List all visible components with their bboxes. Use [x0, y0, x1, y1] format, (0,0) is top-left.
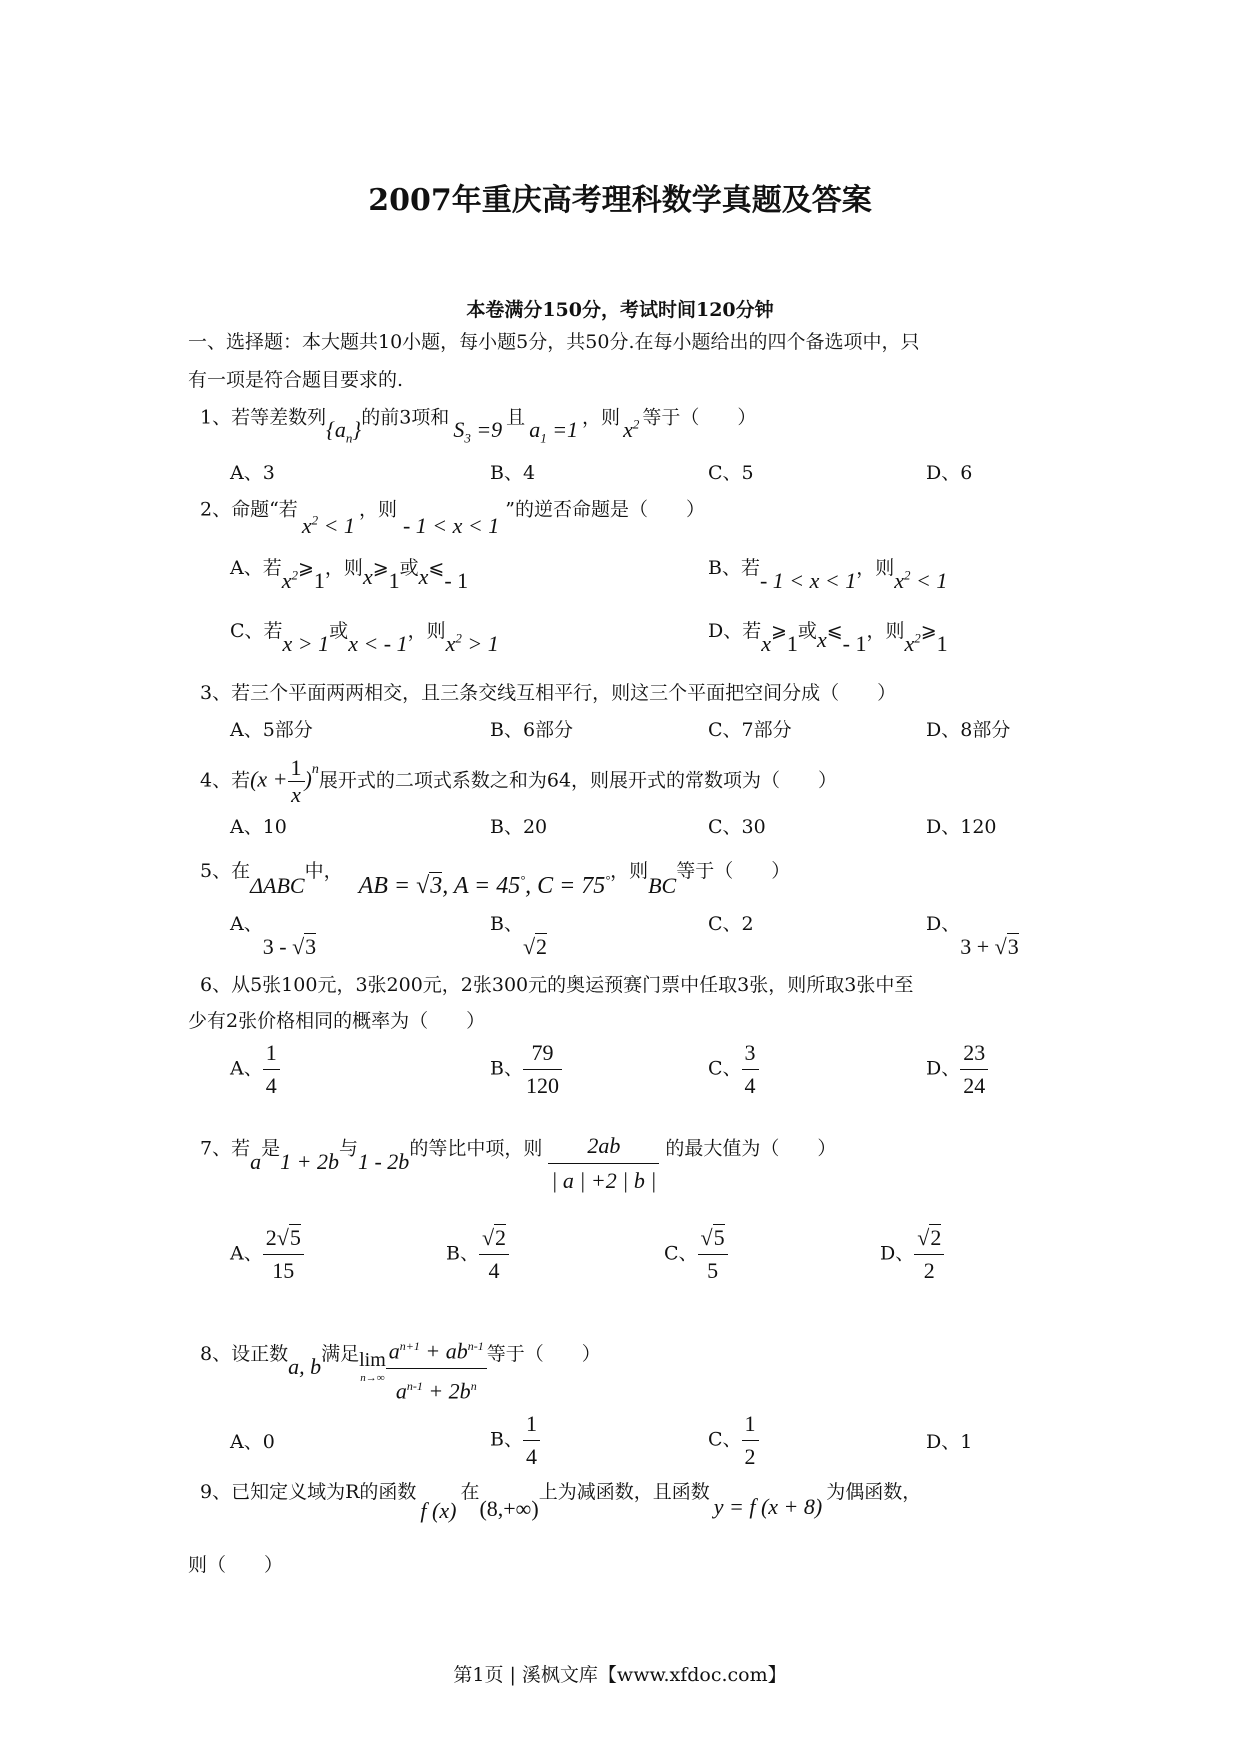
q1-text4: ，则 [582, 406, 621, 429]
q2b-cond: - 1 < x < 1 [759, 568, 857, 593]
q2-x-sup: 2 [311, 513, 319, 528]
q3-option-d: D、8部分 [926, 719, 1011, 741]
q2c-or: 或 [329, 620, 349, 642]
q1-text2: 的前3项和 [361, 406, 450, 429]
q8-num-a-exp: n+1 [399, 1339, 420, 1353]
q7d-frac [914, 1222, 944, 1287]
q4-text2: 展开式的二项式系数之和为64，则展开式的常数项为（ ） [318, 769, 838, 792]
q7-text4: 的等比中项，则 [409, 1137, 543, 1160]
q8b-label: B、 [490, 1428, 523, 1451]
q5a-rad: 3 [305, 934, 317, 959]
q5a-label: A、 [230, 913, 263, 935]
q9-yfx8: y = f (x + 8) [713, 1494, 823, 1519]
question-7 [200, 1115, 837, 1193]
q7a-label: A、 [230, 1242, 263, 1265]
q8-option-a: A、0 [230, 1431, 275, 1453]
q4-option-d: D、120 [926, 816, 997, 838]
q2d-pre: D、若 [708, 620, 762, 642]
q2a-neg1: - 1 [444, 568, 469, 593]
q7-1p2b: 1 + 2b [280, 1148, 339, 1174]
q8-num [386, 1329, 487, 1368]
q5-text2: 中， [304, 860, 343, 882]
q7d-num: √2 [917, 1225, 942, 1250]
q2-option-c [230, 616, 499, 656]
q1-option-a: A、3 [230, 462, 275, 484]
question-3: 3、若三个平面两两相交，且三条交线互相平行，则这三个平面把空间分成（ ） [200, 682, 897, 704]
q7a-coef: 2 [265, 1225, 277, 1250]
q2d-neg1: - 1 [842, 631, 867, 656]
q7c-frac [698, 1222, 728, 1287]
q9-fx: f (x) [420, 1498, 457, 1523]
q4-option-c: C、30 [708, 816, 766, 838]
q6d-num: 23 [963, 1040, 986, 1065]
q2a-one2: 1 [388, 568, 400, 593]
q2c-m1: x > 1 [282, 631, 330, 656]
page-footer: 第1页 | 溪枫文库【www.xfdoc.com】 [453, 1664, 787, 1686]
q5a-pre: 3 - [262, 934, 293, 959]
q1-option-c: C、5 [708, 462, 754, 484]
q4-paren-open: (x + [250, 766, 288, 792]
q1-text5: 等于（ ） [642, 406, 757, 429]
question-9-line2: 则（ ） [188, 1554, 284, 1576]
q2d-or: 或 [797, 620, 817, 642]
q6a-frac [263, 1037, 280, 1102]
q8-den-a: a [395, 1378, 407, 1404]
q7b-rad: 2 [495, 1225, 507, 1250]
q6a-label: A、 [230, 1057, 263, 1080]
q1-seq-sub: n [345, 430, 353, 446]
q4-paren-close: ) [304, 766, 312, 792]
q1-s: S [453, 417, 465, 443]
q2d-one2: 1 [936, 631, 948, 656]
q2a-x2 [282, 568, 298, 593]
q7a-rad: 5 [289, 1225, 301, 1250]
q8c-num: 1 [744, 1411, 756, 1436]
q1-s-sub: 3 [464, 430, 471, 446]
q5a-expr: 3 - √3 [262, 934, 317, 959]
q2b-x: x [894, 568, 905, 593]
q1-a-val: =1 [546, 417, 579, 443]
q1-a-sub: 1 [540, 430, 547, 446]
q2-option-a [230, 553, 469, 593]
q6-option-d [926, 1037, 988, 1102]
q7b-label: B、 [446, 1242, 479, 1265]
q2d-leq: ⩽ [826, 620, 843, 642]
q2a-geq: ⩾ [298, 557, 314, 579]
q8-lim [359, 1348, 386, 1387]
q8-den-a-exp: n-1 [406, 1379, 423, 1394]
q9-text1: 9、已知定义域为R的函数 [200, 1481, 417, 1503]
q2c-then: ，则 [407, 620, 446, 642]
q2c-x: x [445, 631, 456, 656]
q7c-label: C、 [664, 1242, 698, 1265]
q7-option-c [664, 1222, 728, 1287]
q2-math-cond [302, 513, 355, 538]
q7c-den: 5 [698, 1254, 728, 1287]
q1-math-x2 [623, 417, 639, 442]
q5-option-c: C、2 [708, 913, 754, 935]
question-8 [200, 1315, 601, 1404]
q2d-geq2: ⩾ [920, 620, 937, 642]
q8-frac [386, 1329, 487, 1409]
q1-text3: 且 [506, 406, 526, 429]
q9-text3: 上为减函数，且函数 [538, 1481, 710, 1503]
q8c-frac [742, 1408, 759, 1473]
q7a-den: 15 [263, 1254, 304, 1287]
q7-a: a [250, 1148, 262, 1174]
q2-math-concl: - 1 < x < 1 [402, 513, 500, 539]
q1-option-d: D、6 [926, 462, 973, 484]
q5-deg1: ° [520, 873, 526, 887]
q8-option-b [490, 1408, 540, 1473]
q2a-x3: x [418, 564, 429, 589]
q7-option-a [230, 1222, 304, 1287]
q4-option-a: A、10 [230, 816, 287, 838]
q5-text3: ，则 [610, 860, 649, 882]
q6c-den: 4 [742, 1069, 759, 1102]
q4-option-b: B、20 [490, 816, 548, 838]
q2c-pre: C、若 [230, 620, 283, 642]
q7-option-d [880, 1222, 944, 1287]
q8c-label: C、 [708, 1428, 742, 1451]
q8b-frac [523, 1408, 540, 1473]
q5-deg2: ° [605, 873, 611, 887]
q2-text2: ，则 [358, 498, 397, 521]
q4-text1: 4、若 [200, 769, 251, 792]
q6a-den: 4 [263, 1069, 280, 1102]
q7-text2: 是 [261, 1137, 281, 1160]
q2d-sup: 2 [914, 630, 921, 646]
q4-exp: n [311, 762, 319, 778]
q1-a: a [529, 417, 541, 443]
q2a-one: 1 [313, 568, 325, 593]
q2d-x2sq [904, 631, 920, 656]
q5d-label: D、 [926, 913, 961, 935]
q7d-den: 2 [914, 1254, 944, 1287]
q7-text5: 的最大值为（ ） [665, 1137, 837, 1160]
q5-option-a [230, 909, 317, 959]
q5-rad3: 3 [430, 873, 443, 899]
q7a-num: 2√5 [265, 1225, 301, 1250]
q2-text1: 2、命题“若 [200, 498, 298, 521]
exam-info: 本卷满分150分，考试时间120分钟 [466, 299, 774, 321]
q2a-x2b: x [362, 564, 373, 589]
q2a-pre: A、若 [230, 557, 282, 579]
q2d-one: 1 [786, 631, 798, 656]
q2d-x2: x [816, 627, 827, 652]
q6b-num: 79 [531, 1040, 554, 1065]
q9-text4: 为偶函数， [826, 1481, 922, 1503]
q5b-rad: 2 [536, 934, 548, 959]
q2a-geq2: ⩾ [372, 557, 389, 579]
q2b-sup: 2 [904, 567, 911, 583]
question-6-line2: 少有2张价格相同的概率为（ ） [188, 1010, 486, 1032]
q7d-label: D、 [880, 1242, 915, 1265]
q1-x-sup: 2 [632, 417, 640, 432]
q8-lim-word: lim [359, 1348, 386, 1371]
question-4 [200, 755, 837, 808]
q2a-sup: 2 [291, 567, 298, 583]
q2b-then: ，则 [856, 557, 895, 579]
q7b-frac [479, 1222, 509, 1287]
q8-num-b-exp: n-1 [467, 1339, 484, 1353]
section-heading-line2: 有一项是符合题目要求的. [188, 369, 404, 391]
q7c-num: √5 [700, 1225, 725, 1250]
q7-text1: 7、若 [200, 1137, 251, 1160]
q1-seq-close: } [352, 417, 362, 443]
q2c-m2: x < - 1 [348, 631, 408, 656]
q7-frac [548, 1129, 659, 1198]
q5-option-d [926, 909, 1019, 959]
page-title: 2007年重庆高考理科数学真题及答案 [368, 183, 872, 218]
q7b-num: √2 [481, 1225, 507, 1250]
q5d-pre: 3 + [960, 934, 995, 959]
q2-cond-rest: < 1 [318, 513, 355, 539]
q6-option-c [708, 1037, 759, 1102]
question-5 [200, 845, 791, 899]
q2c-x2 [446, 631, 499, 656]
q5d-expr: 3 + √3 [960, 934, 1019, 959]
q2-x: x [301, 513, 312, 539]
q2c-rest: > 1 [461, 631, 499, 656]
q2a-x: x [281, 568, 292, 593]
q8-den-b-exp: n [470, 1379, 477, 1394]
q2c-sup: 2 [455, 630, 462, 646]
q9-text2: 在 [460, 1481, 480, 1503]
q6d-frac [960, 1037, 988, 1102]
q5-text4: 等于（ ） [676, 860, 791, 882]
q8b-num: 1 [525, 1411, 537, 1436]
q8-text1: 8、设正数 [200, 1342, 289, 1365]
q5-triangle: ΔABC [250, 873, 305, 898]
q8-text2: 满足 [321, 1342, 360, 1365]
q2d-x3: x [904, 631, 915, 656]
q2-text3: ”的逆否命题是（ ） [505, 498, 705, 521]
q2b-x2 [894, 568, 947, 593]
q6c-num: 3 [744, 1040, 756, 1065]
q2-option-d [708, 616, 948, 656]
q5-c75: , C = 75 [525, 873, 606, 899]
q6d-den: 24 [960, 1069, 988, 1102]
q5-bc: BC [648, 873, 677, 898]
q3-option-a: A、5部分 [230, 719, 313, 741]
q6-option-b [490, 1037, 562, 1102]
q5-text1: 5、在 [200, 860, 251, 882]
q1-option-b: B、4 [490, 462, 536, 484]
q5-option-b [490, 909, 548, 959]
q2a-leq: ⩽ [428, 557, 445, 579]
q8-option-d: D、1 [926, 1431, 973, 1453]
q2a-or: 或 [399, 557, 419, 579]
q8-den-b: + 2b [422, 1378, 471, 1404]
q5b-label: B、 [490, 913, 523, 935]
question-9 [200, 1472, 922, 1523]
q8-text3: 等于（ ） [486, 1342, 601, 1365]
q1-math-s3 [453, 417, 503, 446]
q2d-x: x [761, 631, 771, 656]
q7-1m2b: 1 - 2b [357, 1148, 410, 1174]
q8-ab: a, b [288, 1353, 322, 1379]
q2d-geq: ⩾ [771, 620, 787, 642]
q7-frac-den: | a | +2 | b | [548, 1163, 659, 1198]
q1-math-seq [326, 417, 362, 446]
q1-seq-a: {a [326, 417, 346, 443]
q6-option-a [230, 1037, 280, 1102]
q7c-rad: 5 [713, 1225, 725, 1250]
q6c-frac [742, 1037, 759, 1102]
q7-text3: 与 [338, 1137, 358, 1160]
q8-option-c [708, 1408, 759, 1473]
q5-ab: AB = [358, 873, 417, 899]
q7-option-b [446, 1222, 509, 1287]
q6c-label: C、 [708, 1057, 742, 1080]
q1-s-val: =9 [470, 417, 503, 443]
q8-den [386, 1368, 487, 1408]
q7a-frac [263, 1222, 304, 1287]
q3-option-b: B、6部分 [490, 719, 574, 741]
q4-frac-den: x [288, 781, 305, 808]
q4-frac [288, 755, 305, 808]
q2b-rest: < 1 [910, 568, 948, 593]
q6b-den: 120 [523, 1069, 562, 1102]
question-1 [200, 392, 756, 444]
q2a-then: ，则 [324, 557, 363, 579]
question-2 [200, 484, 705, 539]
q9-interval: (8,+∞) [479, 1496, 539, 1521]
q7b-den: 4 [479, 1254, 509, 1287]
q2-option-b [708, 553, 948, 593]
q3-option-c: C、7部分 [708, 719, 792, 741]
q1-text: 1、若等差数列 [200, 406, 327, 429]
q8-lim-sub: n→∞ [360, 1371, 385, 1384]
q2d-then: ，则 [866, 620, 905, 642]
q8-num-b: + ab [419, 1338, 468, 1364]
q1-math-a1 [529, 417, 579, 446]
q8c-den: 2 [742, 1440, 759, 1473]
q8-num-a: a [388, 1338, 400, 1364]
q7-frac-num: 2ab [587, 1133, 621, 1158]
q6b-frac [523, 1037, 562, 1102]
q5-a45: , A = 45 [442, 873, 521, 899]
q6d-label: D、 [926, 1057, 961, 1080]
q1-x: x [623, 417, 633, 443]
q4-frac-num: 1 [290, 755, 302, 780]
q5-given: AB = √3, A = 45°, C = 75° [358, 873, 611, 899]
q2b-pre: B、若 [708, 557, 760, 579]
question-6-line1: 6、从5张100元，3张200元，2张300元的奥运预赛门票中任取3张，则所取3张中至 [200, 974, 914, 996]
q5d-rad: 3 [1007, 934, 1019, 959]
q8b-den: 4 [523, 1440, 540, 1473]
q7d-rad: 2 [930, 1225, 942, 1250]
section-heading-line1: 一、选择题：本大题共10小题，每小题5分，共50分.在每小题给出的四个备选项中，只 [188, 331, 920, 353]
q5b-expr: √2 [522, 934, 548, 959]
q6b-label: B、 [490, 1057, 523, 1080]
q6a-num: 1 [265, 1040, 277, 1065]
